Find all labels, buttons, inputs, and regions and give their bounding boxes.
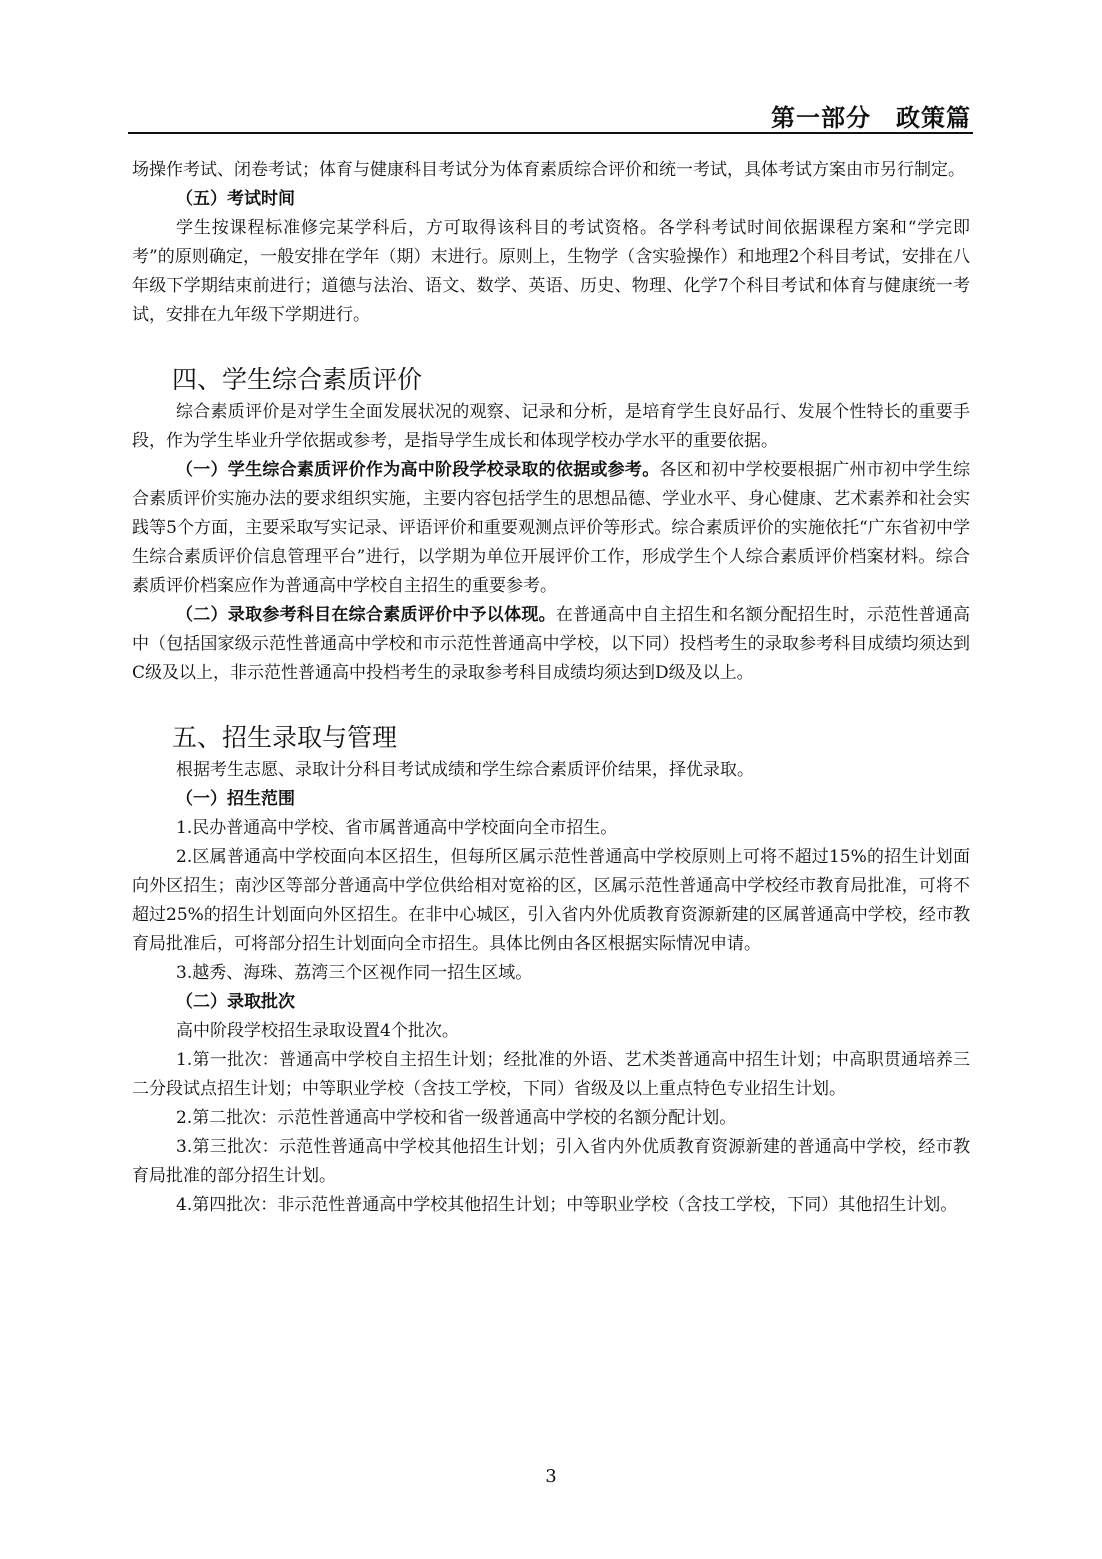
section-5-heading: 五、招生录取与管理 <box>172 723 398 752</box>
scope-item-3: 3.越秀、海珠、荔湾三个区视作同一招生区域。 <box>176 963 533 983</box>
subheading-exam-time: （五）考试时间 <box>176 189 295 209</box>
item-2-lead: （二）录取参考科目在综合素质评价中予以体现。 <box>176 605 556 625</box>
batch-intro: 高中阶段学校招生录取设置4个批次。 <box>176 1021 459 1041</box>
scope-item-2: 2.区属普通高中学校面向本区招生，但每所区属示范性普通高中学校原则上可将不超过15%的招生计划面向外区招生；南沙区等部分普通高中学位供给相对宽裕的区，区属示范性普通高中学校经市教育局批准，可将不超过25%的招生计划面向外区招生。在非中心城区，引入省内外优质教育资源新建的区属普通高中学校，经市教育局批准后，可将部分招生计划面向全市招生。具体比例由各区根据实际情况申请。 <box>132 847 970 954</box>
item-2-body: 在普通高中自主招生和名额分配招生时，示范性普通高中（包括国家级示范性普通高中学校和市示范性普通高中学校，以下同）投档考生的录取参考科目成绩均须达到C级及以上，非示范性普通高中投档考生的录取参考科目成绩均须达到D级及以上。 <box>132 605 971 683</box>
subheading-batch: （二）录取批次 <box>176 992 295 1012</box>
batch-item-3: 3.第三批次：示范性普通高中学校其他招生计划；引入省内外优质教育资源新建的普通高中学校，经市教育局批准的部分招生计划。 <box>132 1137 970 1186</box>
page-number: 3 <box>545 1466 557 1487</box>
batch-item-4: 4.第四批次：非示范性普通高中学校其他招生计划；中等职业学校（含技工学校，下同）其他招生计划。 <box>176 1195 958 1215</box>
exam-time-paragraph: 学生按课程标准修完某学科后，方可取得该科目的考试资格。各学科考试时间依据课程方案和“学完即考”的原则确定，一般安排在学年（期）末进行。原则上，生物学（含实验操作）和地理2个科目考试，安排在八年级下学期结束前进行；道德与法治、语文、数学、英语、历史、物理、化学7个科目考试和体育与健康统一考试，安排在九年级下学期进行。 <box>132 218 970 325</box>
section-4-item-1 <box>132 456 970 601</box>
scope-item-1: 1.民办普通高中学校、省市属普通高中学校面向全市招生。 <box>176 818 618 838</box>
continued-paragraph: 场操作考试、闭卷考试；体育与健康科目考试分为体育素质综合评价和统一考试，具体考试方案由市另行制定。 <box>132 160 965 180</box>
page-header <box>128 96 973 134</box>
section-5-intro: 根据考生志愿、录取计分科目考试成绩和学生综合素质评价结果，择优录取。 <box>176 760 754 780</box>
subheading-scope: （一）招生范围 <box>176 789 295 809</box>
section-4-intro: 综合素质评价是对学生全面发展状况的观察、记录和分析，是培育学生良好品行、发展个性特长的重要手段，作为学生毕业升学依据或参考，是指导学生成长和体现学校办学水平的重要依据。 <box>132 402 970 451</box>
item-1-body: 各区和初中学校要根据广州市初中学生综合素质评价实施办法的要求组织实施，主要内容包括学生的思想品德、学业水平、身心健康、艺术素养和社会实践等5个方面，主要采取写实记录、评语评价和重要观测点评价等形式。综合素质评价的实施依托“广东省初中学生综合素质评价信息管理平台”进行，以学期为单位开展评价工作，形成学生个人综合素质评价档案材料。综合素质评价档案应作为普通高中学校自主招生的重要参考。 <box>132 460 971 596</box>
batch-item-1: 1.第一批次：普通高中学校自主招生计划；经批准的外语、艺术类普通高中招生计划；中高职贯通培养三二分段试点招生计划；中等职业学校（含技工学校，下同）省级及以上重点特色专业招生计划。 <box>132 1050 970 1099</box>
item-1-lead: （一）学生综合素质评价作为高中阶段学校录取的依据或参考。 <box>176 460 660 480</box>
section-4-heading: 四、学生综合素质评价 <box>172 365 423 394</box>
header-title: 第一部分 政策篇 <box>771 104 971 132</box>
batch-item-2: 2.第二批次：示范性普通高中学校和省一级普通高中学校的名额分配计划。 <box>176 1108 737 1128</box>
document-body <box>132 156 970 1220</box>
section-4-item-2 <box>132 601 970 688</box>
